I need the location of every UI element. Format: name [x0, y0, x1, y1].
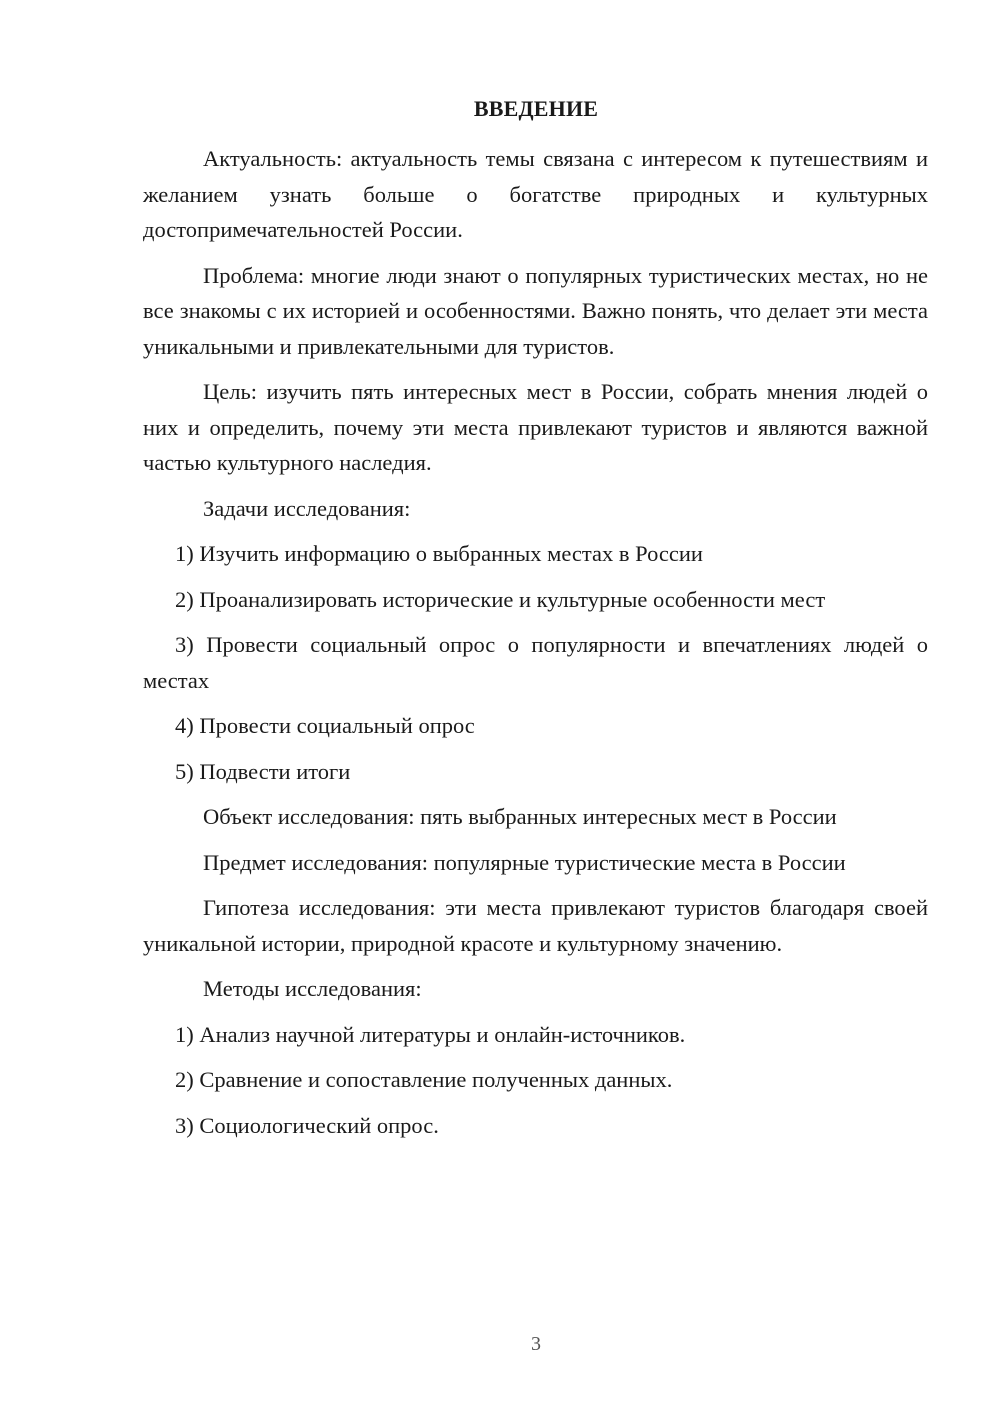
method-item: 1) Анализ научной литературы и онлайн-источников. [175, 1021, 686, 1047]
task-item: 4) Провести социальный опрос [175, 713, 475, 738]
method-item: 2) Сравнение и сопоставление полученных данных. [175, 1067, 673, 1092]
task-item: 3) Провести социальный опрос о популярности и впечатлениях людей о местах [143, 632, 928, 693]
document-body [143, 141, 928, 1153]
problem-paragraph: Проблема: многие люди знают о популярных туристических местах, но не все знакомы с их историей и особенностями. Важно понять, что делает эти места уникальными и привлекательными для туристов. [143, 262, 928, 359]
relevance-paragraph: Актуальность: актуальность темы связана с интересом к путешествиям и желанием узнать больше о богатстве природных и культурных достопримечательностей России. [143, 146, 928, 242]
task-item: 5) Подвести итоги [175, 758, 351, 784]
page-number: 3 [531, 1333, 541, 1355]
goal-paragraph: Цель: изучить пять интересных мест в России, собрать мнения людей о них и определить, почему эти места привлекают туристов и являются важной частью культурного наследия. [143, 379, 928, 475]
methods-heading: Методы исследования: [203, 976, 422, 1001]
hypothesis-paragraph: Гипотеза исследования: эти места привлекают туристов благодаря своей уникальной истории, природной красоте и культурному значению. [143, 895, 928, 956]
tasks-heading: Задачи исследования: [203, 495, 411, 521]
task-item: 1) Изучить информацию о выбранных местах в России [175, 541, 703, 566]
subject-paragraph: Предмет исследования: популярные туристические места в России [203, 849, 846, 875]
task-item: 2) Проанализировать исторические и культурные особенности мест [175, 586, 826, 612]
object-paragraph: Объект исследования: пять выбранных интересных мест в России [203, 804, 837, 829]
page-title: ВВЕДЕНИЕ [473, 96, 599, 121]
method-item: 3) Социологический опрос. [175, 1112, 439, 1138]
